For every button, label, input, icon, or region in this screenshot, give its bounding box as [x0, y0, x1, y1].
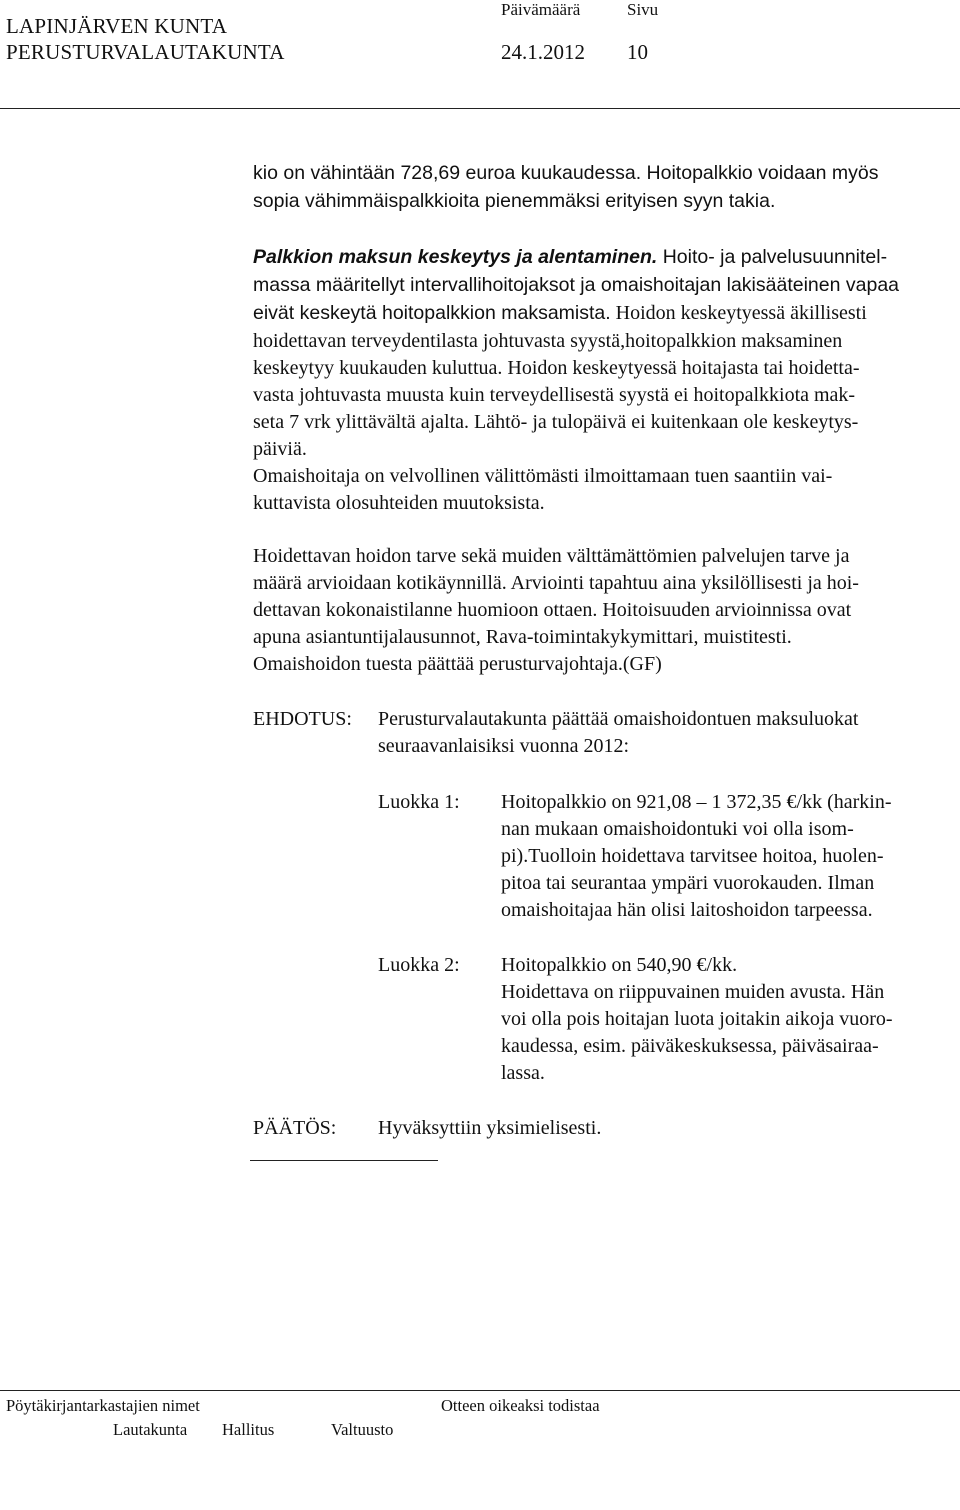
page-number: 10 — [627, 40, 648, 64]
class-line: nan mukaan omaishoidontuki voi olla isom- — [501, 818, 854, 840]
proposal-line: Perusturvalautakunta päättää omaishoidontuen maksuluokat — [378, 708, 859, 730]
document-date: 24.1.2012 — [501, 40, 585, 64]
footer-certified: Otteen oikeaksi todistaa — [441, 1396, 600, 1415]
body-line: hoidettavan terveydentilasta johtuvasta syystä,hoitopalkkion maksaminen — [253, 330, 843, 352]
body-line: kio on vähintään 728,69 euroa kuukaudessa. Hoitopalkkio voidaan myös — [253, 162, 879, 184]
section-heading-line — [253, 246, 887, 269]
body-line: sopia vähimmäispalkkioita pienemmäksi erityisen syyn takia. — [253, 190, 776, 212]
proposal-line: seuraavanlaisiksi vuonna 2012: — [378, 735, 630, 757]
body-line: Omaishoidon tuesta päättää perusturvajohtaja.(GF) — [253, 653, 662, 675]
decision-label: PÄÄTÖS: — [253, 1117, 337, 1139]
section-heading: Palkkion maksun keskeytys ja alentaminen. — [253, 246, 658, 268]
body-line-mixed — [253, 302, 867, 325]
class-label: Luokka 1: — [378, 791, 460, 813]
class-line: omaishoitajaa hän olisi laitoshoidon tarpeessa. — [501, 899, 873, 921]
body-text: eivät keskeytä hoitopalkkion maksamista. — [253, 302, 611, 324]
body-line: apuna asiantuntijalausunnot, Rava-toimintakykymittari, muistitesti. — [253, 626, 792, 648]
body-line: vasta johtuvasta muusta kuin terveydellisestä syystä ei hoitopalkkiota mak- — [253, 384, 856, 406]
class-line: kaudessa, esim. päiväkeskuksessa, päiväsairaa- — [501, 1035, 879, 1057]
class-line: voi olla pois hoitajan luota joitakin aikoja vuoro- — [501, 1008, 893, 1030]
class-line: Hoitopalkkio on 921,08 – 1 372,35 €/kk (harkin- — [501, 791, 892, 813]
class-line: Hoidettava on riippuvainen muiden avusta. Hän — [501, 981, 885, 1003]
page-label: Sivu — [627, 0, 659, 19]
body-line: määrä arvioidaan kotikäynnillä. Arviointi tapahtuu aina yksilöllisesti ja hoi- — [253, 572, 859, 594]
body-line: massa määritellyt intervallihoitojaksot ja omaishoitajan lakisääteinen vapaa — [253, 274, 900, 296]
footer-rule — [0, 1390, 960, 1391]
date-label: Päivämäärä — [501, 0, 581, 19]
body-line: Hoidettavan hoidon tarve sekä muiden välttämättömien palvelujen tarve ja — [253, 545, 850, 567]
body-text: Hoito- ja palvelusuunnitel- — [657, 246, 888, 268]
class-label: Luokka 2: — [378, 954, 460, 976]
class-line: Hoitopalkkio on 540,90 €/kk. — [501, 954, 738, 976]
decision-text: Hyväksyttiin yksimielisesti. — [378, 1117, 602, 1139]
header-rule — [0, 108, 960, 109]
body-text: Hoidon keskeytyessä äkillisesti — [610, 302, 867, 324]
proposal-label: EHDOTUS: — [253, 708, 352, 730]
body-line: keskeytyy kuukauden kuluttua. Hoidon keskeytyessä hoitajasta tai hoidetta- — [253, 357, 860, 379]
body-line: seta 7 vrk ylittävältä ajalta. Lähtö- ja tulopäivä ei kuitenkaan ole keskeytys- — [253, 411, 859, 433]
footer-item: Lautakunta — [113, 1420, 188, 1439]
body-line: Omaishoitaja on velvollinen välittömästi ilmoittamaan tuen saantiin vai- — [253, 465, 833, 487]
body-line: kuttavista olosuhteiden muutoksista. — [253, 492, 545, 514]
footer-item: Hallitus — [222, 1420, 275, 1439]
class-line: pi).Tuolloin hoidettava tarvitsee hoitoa, huolen- — [501, 845, 884, 867]
body-line: päiviä. — [253, 438, 307, 460]
signature-line — [250, 1160, 438, 1161]
department-name: PERUSTURVALAUTAKUNTA — [6, 40, 285, 64]
org-name: LAPINJÄRVEN KUNTA — [6, 14, 228, 38]
class-line: pitoa tai seurantaa ympäri vuorokauden. Ilman — [501, 872, 875, 894]
body-line: dettavan kokonaistilanne huomioon ottaen. Hoitoisuuden arvioinnissa ovat — [253, 599, 852, 621]
class-line: lassa. — [501, 1062, 545, 1084]
footer-item: Valtuusto — [331, 1420, 394, 1439]
footer-reviewers: Pöytäkirjantarkastajien nimet — [6, 1396, 200, 1415]
